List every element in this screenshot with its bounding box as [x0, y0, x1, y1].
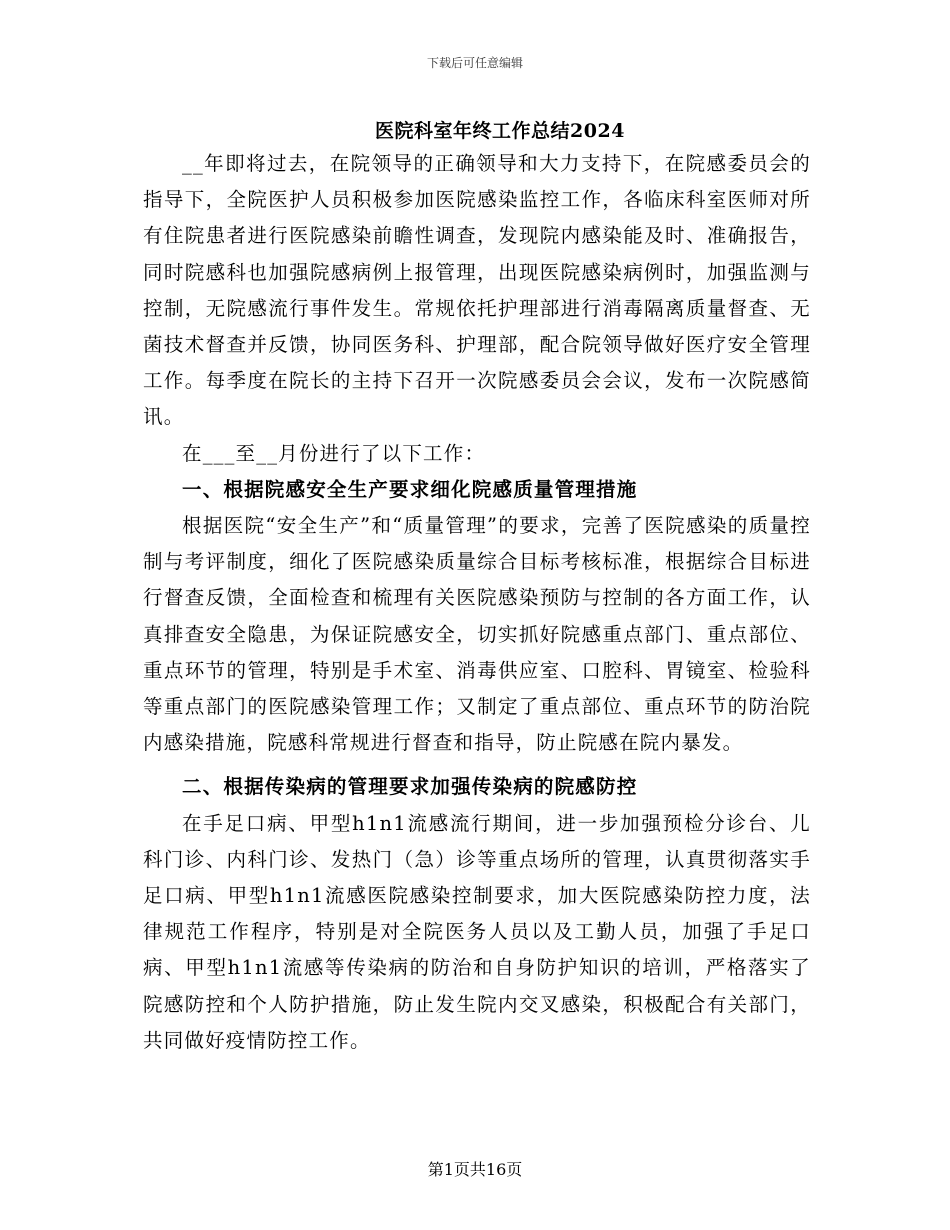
paragraph-period: 在___至__月份进行了以下工作：	[182, 441, 486, 465]
document-body	[143, 146, 811, 1059]
paragraph-section-2: 在手足口病、甲型h1n1流感流行期间，进一步加强预检分诊台、儿科门诊、内科门诊、发热门（急）诊等重点场所的管理，认真贯彻落实手足口病、甲型h1n1流感医院感染控制要求，加大医院感染防控力度，法律规范工作程序，特别是对全院医务人员以及工勤人员，加强了手足口病、甲型h1n1流感等传染病的防治和自身防护知识的培训，严格落实了院感防控和个人防护措施，防止发生院内交叉感染，积极配合有关部门，共同做好疫情防控工作。	[143, 811, 811, 1052]
section-heading-2: 二、根据传染病的管理要求加强传染病的院感防控	[182, 775, 638, 799]
paragraph-section-1: 根据医院“安全生产”和“质量管理”的要求，完善了医院感染的质量控制与考评制度，细化了医院感染质量综合目标考核标准，根据综合目标进行督查反馈，全面检查和梳理有关医院感染预防与控制的各方面工作，认真排查安全隐患，为保证院感安全，切实抓好院感重点部门、重点部位、重点环节的管理，特别是手术室、消毒供应室、口腔科、胃镜室、检验科等重点部门的医院感染管理工作；又制定了重点部位、重点环节的防治院内感染措施，院感科常规进行督查和指导，防止院感在院内暴发。	[143, 514, 811, 755]
document-title: 医院科室年终工作总结2024	[375, 120, 625, 142]
section-heading-1: 一、根据院感安全生产要求细化院感质量管理措施	[182, 477, 638, 501]
page-number-footer: 第1页共16页	[427, 1160, 523, 1179]
header-note: 下载后可任意编辑	[426, 56, 523, 70]
paragraph-intro: __年即将过去，在院领导的正确领导和大力支持下，在院感委员会的指导下，全院医护人员积极参加医院感染监控工作，各临床科室医师对所有住院患者进行医院感染前瞻性调查，发现院内感染能及时、准确报告，同时院感科也加强院感病例上报管理，出现医院感染病例时，加强监测与控制，无院感流行事件发生。常规依托护理部进行消毒隔离质量督查、无菌技术督查并反馈，协同医务科、护理部，配合院领导做好医疗安全管理工作。每季度在院长的主持下召开一次院感委员会会议，发布一次院感简讯。	[143, 152, 811, 429]
